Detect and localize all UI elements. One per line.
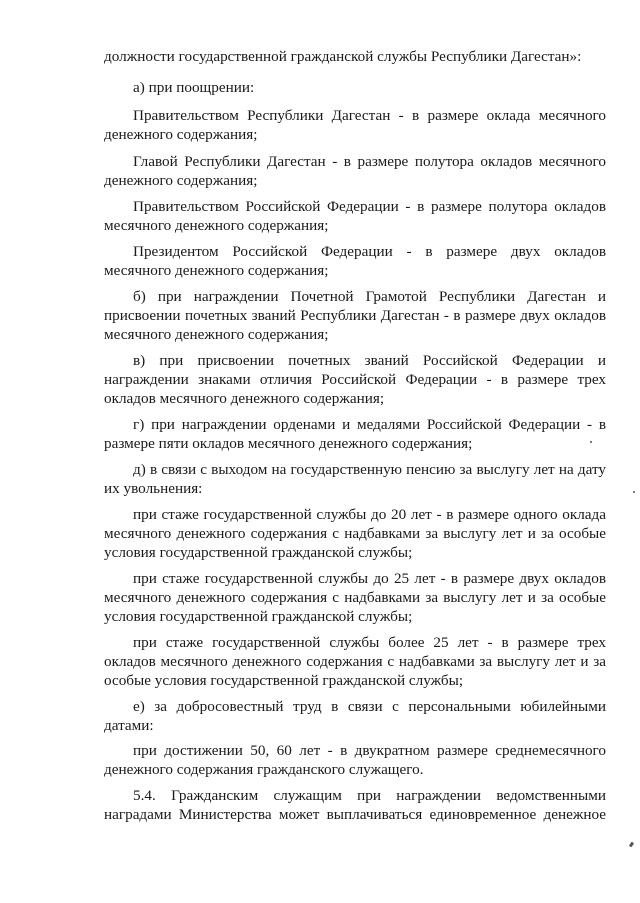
paragraph-5-4: 5.4. Гражданским служащим при награждении ведомственными наградами Министерства может выплачиваться единовременное денежное [104, 787, 606, 823]
paragraph-d: д) в связи с выходом на государственную пенсию за выслугу лет на дату их увольнения: [104, 461, 606, 497]
scan-speck [633, 491, 635, 493]
paragraph-d-25-years: при стаже государственной службы до 25 лет - в размере двух окладов месячного денежного содержания с надбавками за выслугу лет и за особые условия государственной гражданской службы; [104, 570, 606, 625]
paragraph-a-president-rf: Президентом Российской Федерации - в размере двух окладов месячного денежного содержания; [104, 243, 606, 279]
paragraph-v: в) при присвоении почетных званий Российской Федерации и награждении знаками отличия Российской Федерации - в размере трех окладов месячного денежного содержания; [104, 352, 606, 407]
paragraph-g: г) при награждении орденами и медалями Российской Федерации - в размере пяти окладов месячного денежного содержания; [104, 416, 606, 452]
paragraph-a-government-rd: Правительством Республики Дагестан - в размере оклада месячного денежного содержания; [104, 107, 606, 143]
paragraph-d-over-25-years: при стаже государственной службы более 25 лет - в размере трех окладов месячного денежного содержания с надбавками за выслугу лет и за особые условия государственной гражданской службы; [104, 634, 606, 689]
paragraph-d-20-years: при стаже государственной службы до 20 лет - в размере одного оклада месячного денежного содержания с надбавками за выслугу лет и за особые условия государственной гражданской службы; [104, 506, 606, 561]
paragraph-a-government-rf: Правительством Российской Федерации - в размере полутора окладов месячного денежного содержания; [104, 198, 606, 234]
paragraph-b: б) при награждении Почетной Грамотой Республики Дагестан и присвоении почетных званий Республики Дагестан - в размере двух окладов месячного денежного содержания; [104, 288, 606, 343]
scan-mark [629, 842, 634, 848]
paragraph-intro: должности государственной гражданской службы Республики Дагестан»: [104, 48, 582, 65]
paragraph-a: а) при поощрении: [133, 79, 255, 96]
paragraph-e-anniversary: при достижении 50, 60 лет - в двукратном размере среднемесячного денежного содержания гражданского служащего. [104, 742, 606, 778]
paragraph-a-head-rd: Главой Республики Дагестан - в размере полутора окладов месячного денежного содержания; [104, 153, 606, 189]
paragraph-e: е) за добросовестный труд в связи с персональными юбилейными датами: [104, 698, 606, 734]
scan-speck [590, 441, 592, 443]
